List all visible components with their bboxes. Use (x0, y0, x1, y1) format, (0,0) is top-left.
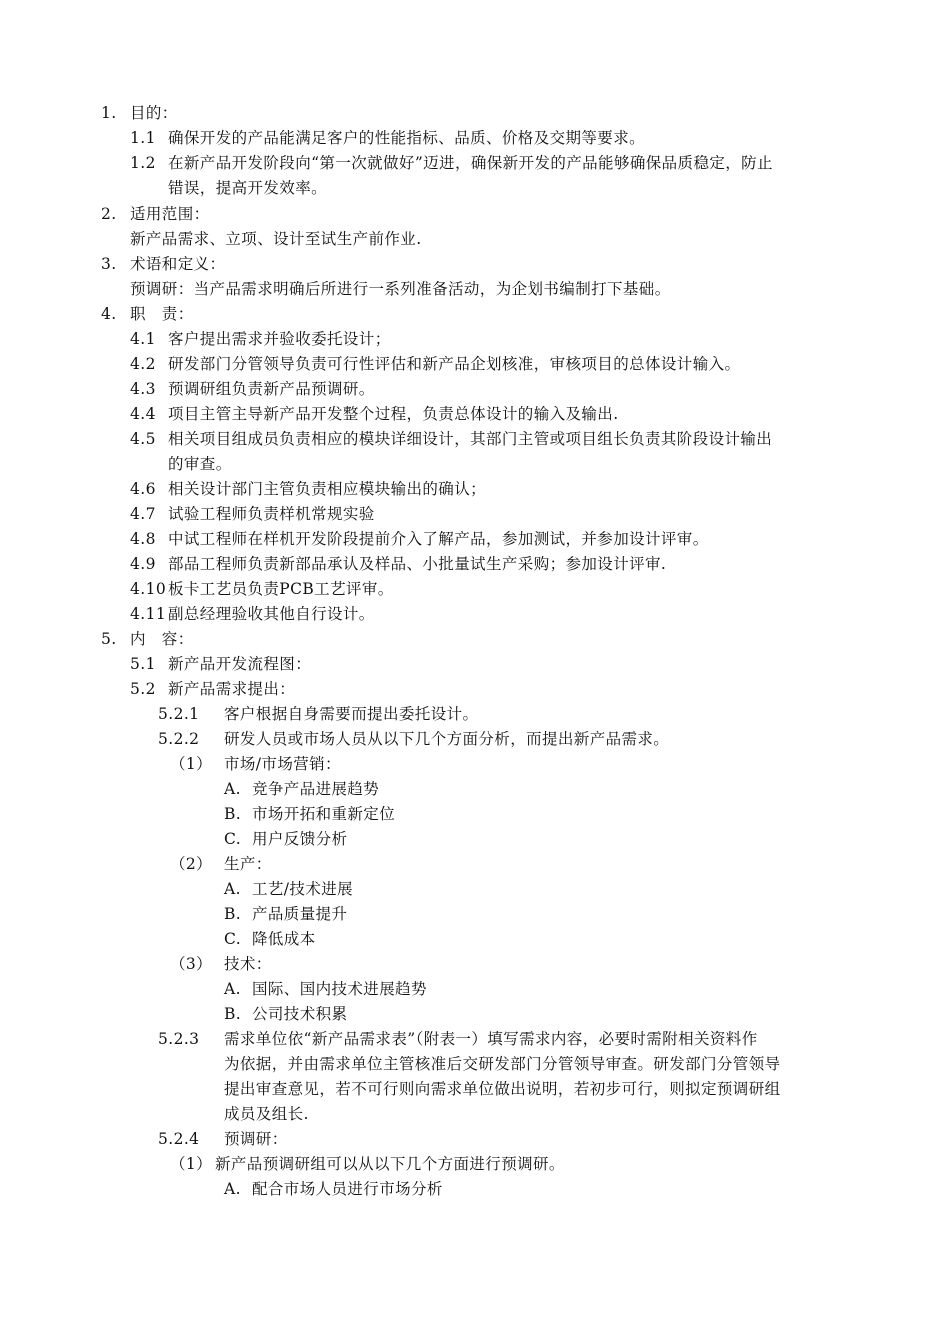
group-number: （2） (170, 855, 213, 873)
letter-text: 用户反馈分析 (252, 830, 348, 848)
item-text: 确保开发的产品能满足客户的性能指标、品质、价格及交期等要求。 (168, 129, 646, 147)
subitem-number: 5.2.1 (158, 705, 200, 723)
group-number: （1） (170, 1155, 213, 1173)
subitem-number: 5.2.2 (158, 730, 200, 748)
item-number: 4.1 (130, 330, 156, 348)
section-number: 1. (101, 104, 117, 122)
item-number: 4.5 (130, 430, 156, 448)
item-text: 板卡工艺员负责PCB工艺评审。 (168, 580, 394, 598)
item-number: 4.9 (130, 555, 156, 573)
item-number: 1.1 (130, 129, 156, 147)
section-heading: 内 容： (130, 630, 194, 648)
section-number: 5. (101, 630, 117, 648)
group-text: 技术： (224, 955, 272, 973)
group-text: 市场/市场营销： (224, 755, 341, 773)
item-text: 副总经理验收其他自行设计。 (168, 605, 375, 623)
item-number: 4.6 (130, 480, 156, 498)
group-number: （1） (170, 755, 213, 773)
letter-text: 产品质量提升 (252, 905, 348, 923)
section-heading: 目的： (130, 104, 178, 122)
section-heading: 职 责： (130, 305, 194, 323)
subitem-text: 客户根据自身需要而提出委托设计。 (224, 705, 479, 723)
item-text: 新产品开发流程图： (168, 655, 312, 673)
letter-marker: C. (224, 930, 242, 948)
item-text: 研发部门分管领导负责可行性评估和新产品企划核准，审核项目的总体设计输入。 (168, 355, 741, 373)
item-number: 5.2 (130, 680, 156, 698)
section-heading: 术语和定义： (130, 255, 226, 273)
letter-text: 市场开拓和重新定位 (252, 805, 396, 823)
subitem-text-continued: 成员及组长. (224, 1105, 309, 1123)
item-text: 相关项目组成员负责相应的模块详细设计，其部门主管或项目组长负责其阶段设计输出 (168, 430, 773, 448)
item-text: 中试工程师在样机开发阶段提前介入了解产品，参加测试，并参加设计评审。 (168, 530, 709, 548)
item-number: 5.1 (130, 655, 156, 673)
section-heading: 适用范围： (130, 205, 210, 223)
item-text: 新产品需求提出： (168, 680, 296, 698)
letter-marker: A. (224, 980, 241, 998)
letter-text: 公司技术积累 (252, 1005, 348, 1023)
item-number: 4.11 (130, 605, 167, 623)
item-text-continued: 错误，提高开发效率。 (168, 179, 328, 197)
item-number: 4.3 (130, 380, 156, 398)
subitem-number: 5.2.4 (158, 1130, 200, 1148)
letter-marker: B. (224, 805, 242, 823)
letter-text: 竞争产品进展趋势 (252, 780, 380, 798)
item-number: 4.4 (130, 405, 156, 423)
section-number: 2. (101, 205, 117, 223)
letter-marker: B. (224, 905, 242, 923)
item-text: 试验工程师负责样机常规实验 (168, 505, 375, 523)
item-text: 在新产品开发阶段向“第一次就做好”迈进，确保新开发的产品能够确保品质稳定，防止 (168, 154, 773, 172)
group-text: 生产： (224, 855, 272, 873)
subitem-text: 预调研： (224, 1130, 288, 1148)
item-number: 4.10 (130, 580, 167, 598)
letter-marker: B. (224, 1005, 242, 1023)
letter-text: 降低成本 (252, 930, 316, 948)
item-number: 4.7 (130, 505, 156, 523)
subitem-text: 需求单位依“新产品需求表”（附表一）填写需求内容，必要时需附相关资料作 (224, 1030, 758, 1048)
letter-marker: A. (224, 880, 241, 898)
subitem-number: 5.2.3 (158, 1030, 200, 1048)
letter-text: 配合市场人员进行市场分析 (252, 1180, 443, 1198)
subitem-text-continued: 为依据，并由需求单位主管核准后交研发部门分管领导审查。研发部门分管领导 (224, 1055, 781, 1073)
section-body: 预调研：当产品需求明确后所进行一系列准备活动，为企划书编制打下基础。 (130, 280, 671, 298)
item-text: 预调研组负责新产品预调研。 (168, 380, 375, 398)
section-number: 3. (101, 255, 117, 273)
item-text: 客户提出需求并验收委托设计； (168, 330, 391, 348)
item-number: 4.2 (130, 355, 156, 373)
section-body: 新产品需求、立项、设计至试生产前作业. (130, 230, 422, 248)
item-text: 项目主管主导新产品开发整个过程，负责总体设计的输入及输出. (168, 405, 619, 423)
group-text: 新产品预调研组可以从以下几个方面进行预调研。 (215, 1155, 565, 1173)
letter-text: 国际、国内技术进展趋势 (252, 980, 427, 998)
subitem-text: 研发人员或市场人员从以下几个方面分析，而提出新产品需求。 (224, 730, 670, 748)
item-number: 4.8 (130, 530, 156, 548)
letter-marker: A. (224, 780, 241, 798)
group-number: （3） (170, 955, 213, 973)
letter-marker: C. (224, 830, 242, 848)
section-number: 4. (101, 305, 117, 323)
item-number: 1.2 (130, 154, 156, 172)
letter-marker: A. (224, 1180, 241, 1198)
subitem-text-continued: 提出审查意见，若不可行则向需求单位做出说明，若初步可行，则拟定预调研组 (224, 1080, 781, 1098)
item-text: 部品工程师负责新部品承认及样品、小批量试生产采购；参加设计评审. (168, 555, 667, 573)
item-text-continued: 的审查。 (168, 455, 232, 473)
item-text: 相关设计部门主管负责相应模块输出的确认； (168, 480, 487, 498)
letter-text: 工艺/技术进展 (252, 880, 354, 898)
